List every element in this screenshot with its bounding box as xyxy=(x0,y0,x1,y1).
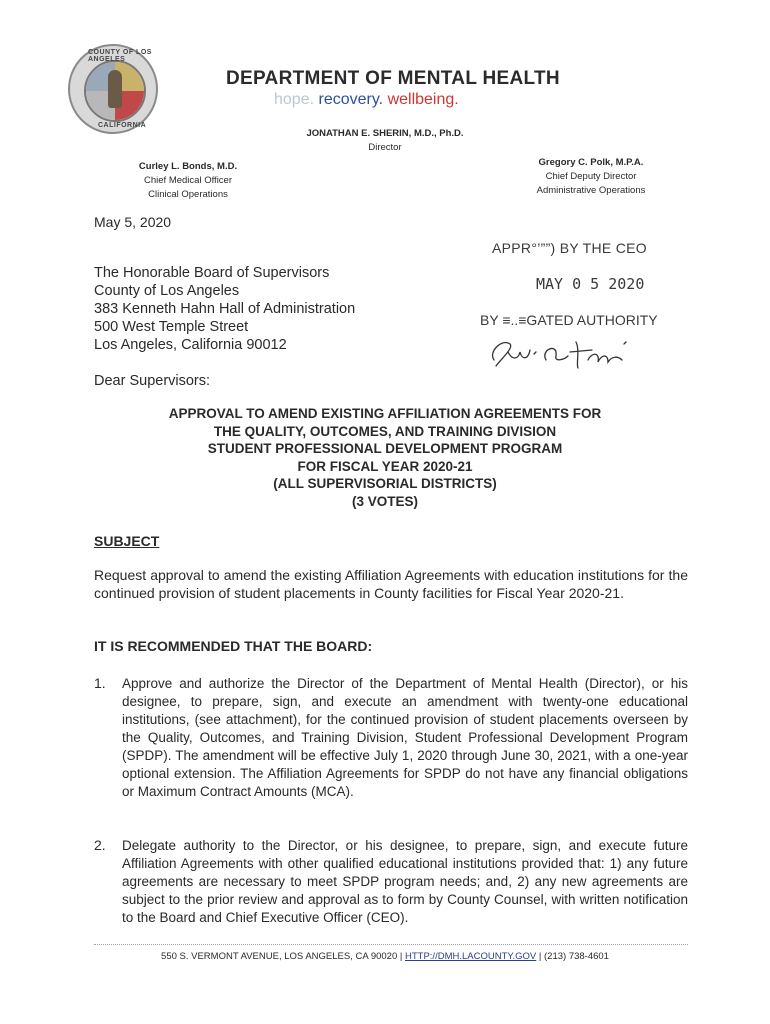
footer xyxy=(0,951,770,962)
approval-stamp-authority: BY ≡..≡GATED AUTHORITY xyxy=(480,312,658,328)
letter-date: May 5, 2020 xyxy=(94,214,172,230)
right-official-name: Gregory C. Polk, M.P.A. xyxy=(538,157,644,168)
recommendation-text: Delegate authority to the Director, or his designee, to prepare, sign, and execute future Affiliation Agreements with other qualified educational institutions provided that: 1) any future agreements are necessary to meet SPDP program needs; and, 2) any new agreements are subject to the prior review and approval as to form by County Counsel, with written notification to the Board and Chief Executive Officer (CEO). xyxy=(122,838,688,925)
heading-line: (ALL SUPERVISORIAL DISTRICTS) xyxy=(273,476,497,491)
left-official-name: Curley L. Bonds, M.D. xyxy=(138,161,238,172)
footer-phone: | (213) 738-4601 xyxy=(536,951,609,962)
address-line: Los Angeles, California 90012 xyxy=(94,337,287,353)
recommendations-heading: IT IS RECOMMENDED THAT THE BOARD: xyxy=(94,638,373,654)
county-seal xyxy=(68,44,158,134)
handwritten-signature xyxy=(484,330,634,372)
footer-website-link[interactable]: HTTP://DMH.LACOUNTY.GOV xyxy=(404,951,537,962)
address-line: The Honorable Board of Supervisors xyxy=(94,265,330,281)
approval-stamp-date: MAY 0 5 2020 xyxy=(536,275,645,293)
left-official-unit: Clinical Operations xyxy=(148,189,228,200)
address-line: County of Los Angeles xyxy=(94,283,240,299)
subject-body: Request approval to amend the existing Affiliation Agreements with education institutions for the continued provision of student placements in County facilities for Fiscal Year 2020-21. xyxy=(94,567,688,601)
director-name: JONATHAN E. SHERIN, M.D., Ph.D. xyxy=(306,128,464,139)
heading-line: STUDENT PROFESSIONAL DEVELOPMENT PROGRAM xyxy=(207,441,563,456)
right-official-block xyxy=(516,156,666,198)
heading-line: THE QUALITY, OUTCOMES, AND TRAINING DIVISION xyxy=(213,423,557,439)
recommendation-number: 1. xyxy=(94,675,106,691)
letter-heading xyxy=(0,405,770,510)
department-title: DEPARTMENT OF MENTAL HEALTH xyxy=(226,68,560,89)
left-official-block xyxy=(128,160,248,202)
recommendation-number: 2. xyxy=(94,837,106,853)
seal-bottom-text: CALIFORNIA xyxy=(98,122,147,129)
recipient-address xyxy=(94,264,355,354)
footer-divider xyxy=(94,944,688,945)
left-official-title: Chief Medical Officer xyxy=(144,175,232,186)
approval-stamp-line1: APPR°’””) BY THE CEO xyxy=(492,240,647,256)
footer-address: 550 S. VERMONT AVENUE, LOS ANGELES, CA 90020 | xyxy=(161,951,405,962)
tagline-recovery: recovery. xyxy=(318,91,384,108)
tagline-wellbeing: wellbeing. xyxy=(387,91,459,108)
heading-line: (3 VOTES) xyxy=(351,493,418,509)
director-title: Director xyxy=(368,142,402,153)
subject-heading: SUBJECT xyxy=(94,533,160,549)
address-line: 500 West Temple Street xyxy=(94,319,249,335)
tagline xyxy=(274,91,459,109)
right-official-title: Chief Deputy Director xyxy=(545,171,637,182)
salutation: Dear Supervisors: xyxy=(94,373,211,389)
seal-emblem xyxy=(84,60,146,122)
heading-line: APPROVAL TO AMEND EXISTING AFFILIATION AGREEMENTS FOR xyxy=(168,406,602,421)
address-line: 383 Kenneth Hahn Hall of Administration xyxy=(94,301,356,317)
heading-line: FOR FISCAL YEAR 2020-21 xyxy=(297,458,473,474)
right-official-unit: Administrative Operations xyxy=(536,185,646,196)
recommendation-text: Approve and authorize the Director of the Department of Mental Health (Director), or his designee, to prepare, sign, and execute an amendment with twenty-one educational institutions, (see attachment), for the continued provision of student placements overseen by the Quality, Outcomes, and Training Division, Student Professional Development Program (SPDP). The amendment will be effective July 1, 2020 through June 30, 2021, with a one-year optional extension. The Affiliation Agreements for SPDP do not have any financial obligations or Maximum Contract Amounts (MCA). xyxy=(122,676,688,799)
seal-top-text: COUNTY OF LOS ANGELES xyxy=(88,49,152,63)
tagline-hope: hope. xyxy=(274,91,315,108)
